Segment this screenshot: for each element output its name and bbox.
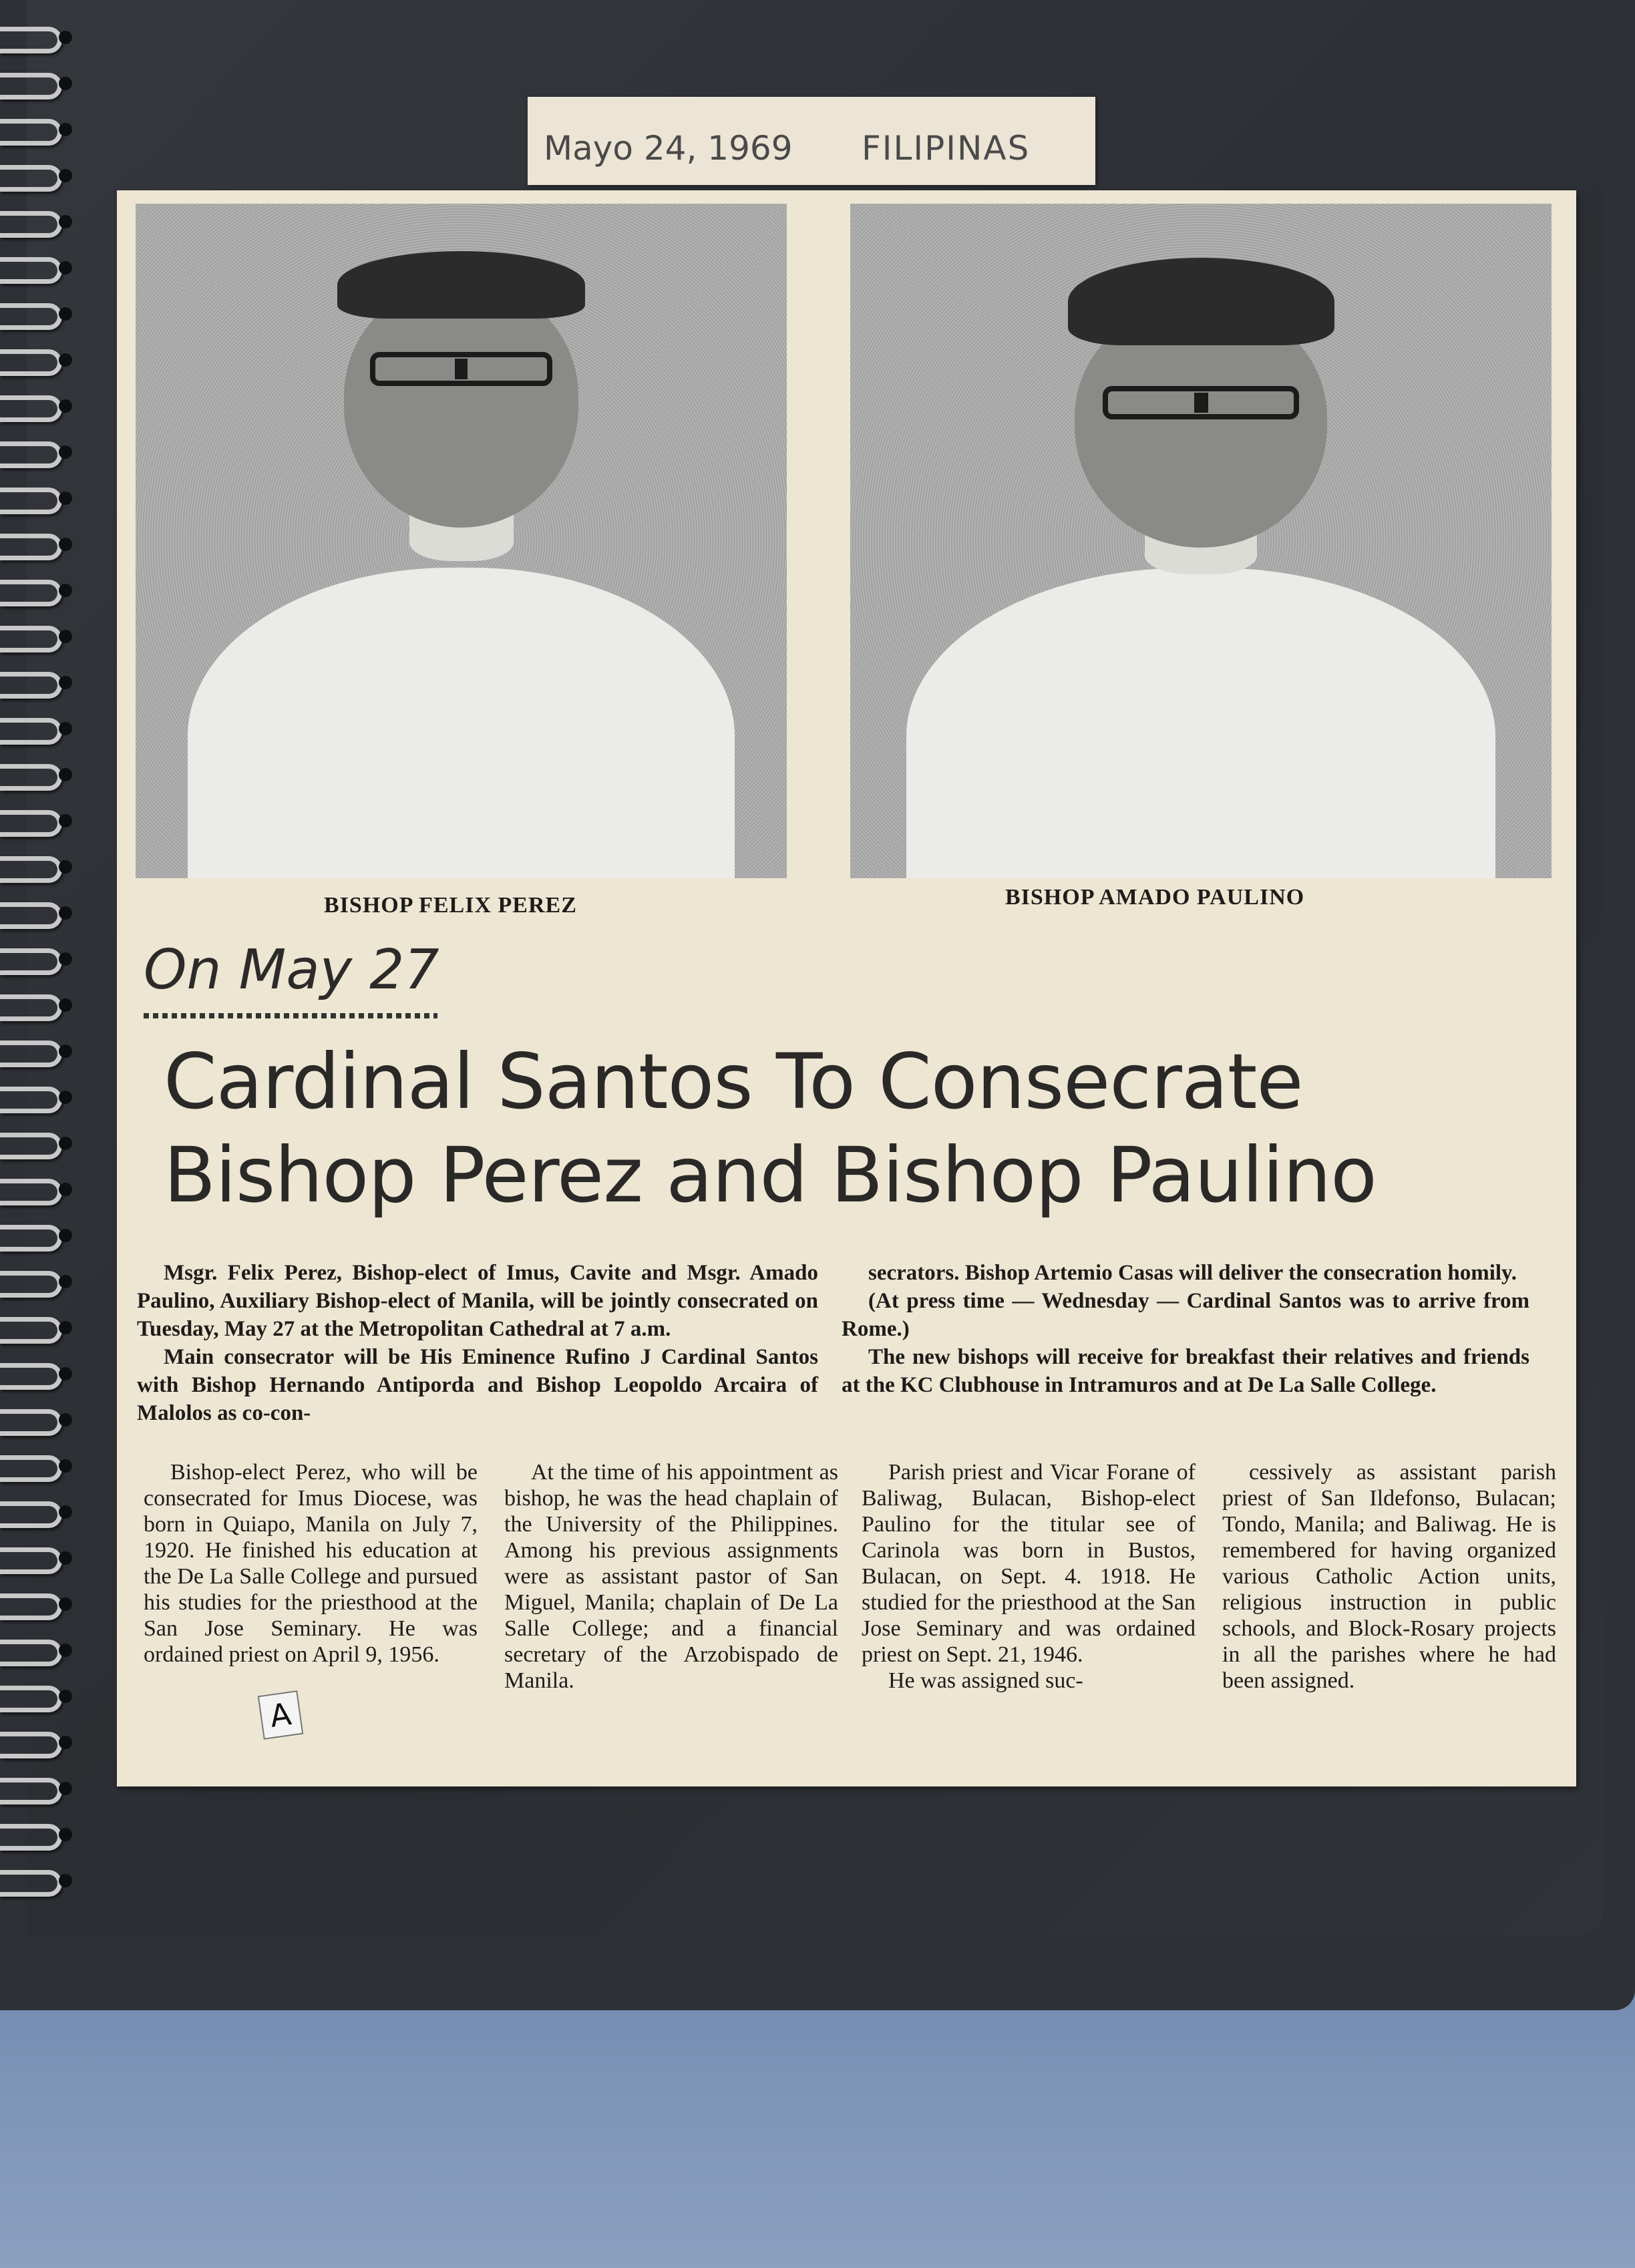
binding-hole xyxy=(59,538,72,551)
binding-hole xyxy=(59,1505,72,1519)
binding-ring xyxy=(0,810,62,837)
headline-line-2: Bishop Perez and Bishop Paulino xyxy=(164,1131,1377,1219)
kicker-underline xyxy=(144,1013,437,1018)
column-paragraph: At the time of his appointment as bishop, he was the head chaplain of the University of the Philippines. Among his previous assignments were as assistant pastor of San Miguel, Manila; chaplain of De La Salle College; and a financial secretary of the Arzobispado de Manila. xyxy=(504,1460,838,1693)
binding-hole xyxy=(59,584,72,597)
lead-paragraph: Msgr. Felix Perez, Bishop-elect of Imus, Cavite and Msgr. Amado Paulino, Auxiliary Bishop-elect of Manila, will be jointly consecrated on Tuesday, May 27 at the Metropolitan Cathedral at 7 a.m. xyxy=(137,1261,818,1341)
binding-ring xyxy=(0,1686,62,1712)
binding-hole xyxy=(59,1045,72,1058)
column-paragraph: cessively as assistant parish priest of San Ildefonso, Bulacan; Tondo, Manila; and Baliwag. He is remembered for having organized various Catholic Action units, religious instruction in public schools, and Block-Rosary projects in all the parishes where he had been assigned. xyxy=(1222,1460,1556,1693)
binding-ring xyxy=(0,1870,62,1897)
article-column-3 xyxy=(862,1459,1196,1694)
lead-paragraph: Main consecrator will be His Eminence Rufino J Cardinal Santos with Bishop Hernando Antiporda and Bishop Leopoldo Arcaira of Malolos as co-con- xyxy=(137,1345,818,1425)
date-label: Mayo 24, 1969 xyxy=(544,129,793,168)
binding-ring xyxy=(0,580,62,606)
binding-hole xyxy=(59,1229,72,1242)
binding-ring xyxy=(0,1778,62,1805)
binding-ring xyxy=(0,488,62,514)
binding-ring xyxy=(0,1640,62,1666)
binding-ring xyxy=(0,349,62,376)
binding-ring xyxy=(0,257,62,284)
binding-ring xyxy=(0,1133,62,1159)
article-headline xyxy=(164,1035,1539,1222)
article-column-1 xyxy=(144,1459,478,1668)
column-paragraph: Bishop-elect Perez, who will be consecrated for Imus Diocese, was born in Quiapo, Manila on July 7, 1920. He finished his education at the De La Salle College and pursued his studies for the priesthood at the San Jose Seminary. He was ordained priest on April 9, 1956. xyxy=(144,1460,478,1667)
binding-ring xyxy=(0,27,62,53)
binding-hole xyxy=(59,1736,72,1749)
spiral-binding xyxy=(0,13,73,1937)
lead-paragraphs-left xyxy=(137,1259,818,1427)
date-slip xyxy=(528,97,1095,185)
binding-ring xyxy=(0,672,62,699)
binding-hole xyxy=(59,77,72,90)
binding-hole xyxy=(59,445,72,459)
binding-hole xyxy=(59,952,72,966)
binding-hole xyxy=(59,860,72,874)
binding-ring xyxy=(0,994,62,1021)
lead-paragraph: (At press time — Wednesday — Cardinal Santos was to arrive from Rome.) xyxy=(842,1289,1529,1341)
binding-ring xyxy=(0,1455,62,1482)
headline-line-1: Cardinal Santos To Consecrate xyxy=(164,1037,1303,1126)
binding-hole xyxy=(59,768,72,781)
binding-ring xyxy=(0,764,62,791)
article-column-4 xyxy=(1222,1459,1556,1694)
binding-hole xyxy=(59,1874,72,1887)
newspaper-clipping xyxy=(117,190,1576,1786)
binding-ring xyxy=(0,1317,62,1344)
binding-ring xyxy=(0,1824,62,1851)
binding-ring xyxy=(0,441,62,468)
binding-ring xyxy=(0,211,62,238)
binding-ring xyxy=(0,534,62,560)
marker-tag: A xyxy=(258,1690,304,1740)
lead-paragraph: The new bishops will receive for breakfast their relatives and friends at the KC Clubhouse in Intramuros and at De La Salle College. xyxy=(842,1345,1529,1397)
binding-hole xyxy=(59,1828,72,1841)
lead-paragraph: secrators. Bishop Artemio Casas will deliver the consecration homily. xyxy=(868,1261,1517,1285)
binding-hole xyxy=(59,676,72,689)
binding-ring xyxy=(0,1271,62,1298)
binding-hole xyxy=(59,1137,72,1150)
binding-ring xyxy=(0,1547,62,1574)
binding-hole xyxy=(59,1690,72,1703)
binding-hole xyxy=(59,1597,72,1611)
lead-paragraphs-right xyxy=(842,1259,1529,1399)
photo-bishop-perez xyxy=(136,204,787,878)
binding-hole xyxy=(59,1367,72,1380)
binding-ring xyxy=(0,1501,62,1528)
binding-ring xyxy=(0,1732,62,1758)
binding-ring xyxy=(0,948,62,975)
binding-ring xyxy=(0,1593,62,1620)
publication-label: FILIPINAS xyxy=(862,129,1031,168)
binding-hole xyxy=(59,399,72,413)
binding-hole xyxy=(59,1644,72,1657)
article-column-2 xyxy=(504,1459,838,1694)
binding-ring xyxy=(0,119,62,146)
binding-ring xyxy=(0,1087,62,1113)
binding-ring xyxy=(0,626,62,652)
binding-ring xyxy=(0,395,62,422)
binding-ring xyxy=(0,165,62,192)
binding-hole xyxy=(59,1551,72,1565)
column-paragraph: Parish priest and Vicar Forane of Baliwag, Bulacan, Bishop-elect Paulino for the titular see of Carinola was born in Bustos, Bulacan, on Sept. 4. 1918. He studied for the priesthood at the San Jose Seminary and was ordained priest on Sept. 21, 1946. xyxy=(862,1460,1196,1667)
binding-hole xyxy=(59,1091,72,1104)
binding-ring xyxy=(0,303,62,330)
binding-hole xyxy=(59,492,72,505)
binding-hole xyxy=(59,123,72,136)
binding-hole xyxy=(59,1782,72,1795)
binding-hole xyxy=(59,722,72,735)
binding-ring xyxy=(0,856,62,883)
photo-caption-perez: BISHOP FELIX PEREZ xyxy=(324,893,577,918)
binding-ring xyxy=(0,1041,62,1067)
binding-ring xyxy=(0,1409,62,1436)
binding-hole xyxy=(59,630,72,643)
binding-hole xyxy=(59,1413,72,1427)
binding-hole xyxy=(59,1459,72,1473)
binding-hole xyxy=(59,169,72,182)
binding-hole xyxy=(59,906,72,920)
binding-ring xyxy=(0,902,62,929)
binding-hole xyxy=(59,1275,72,1288)
photo-caption-paulino: BISHOP AMADO PAULINO xyxy=(1005,885,1305,910)
binding-hole xyxy=(59,1321,72,1334)
binding-ring xyxy=(0,73,62,100)
column-paragraph: He was assigned suc- xyxy=(888,1668,1083,1693)
binding-ring xyxy=(0,718,62,745)
binding-hole xyxy=(59,814,72,827)
binding-hole xyxy=(59,998,72,1012)
binding-ring xyxy=(0,1179,62,1205)
photo-bishop-paulino xyxy=(850,204,1552,878)
binding-hole xyxy=(59,1183,72,1196)
binding-hole xyxy=(59,31,72,44)
article-kicker: On May 27 xyxy=(144,938,439,1002)
binding-ring xyxy=(0,1363,62,1390)
binding-hole xyxy=(59,353,72,367)
binding-hole xyxy=(59,261,72,274)
binding-hole xyxy=(59,215,72,228)
binding-ring xyxy=(0,1225,62,1252)
binding-hole xyxy=(59,307,72,321)
